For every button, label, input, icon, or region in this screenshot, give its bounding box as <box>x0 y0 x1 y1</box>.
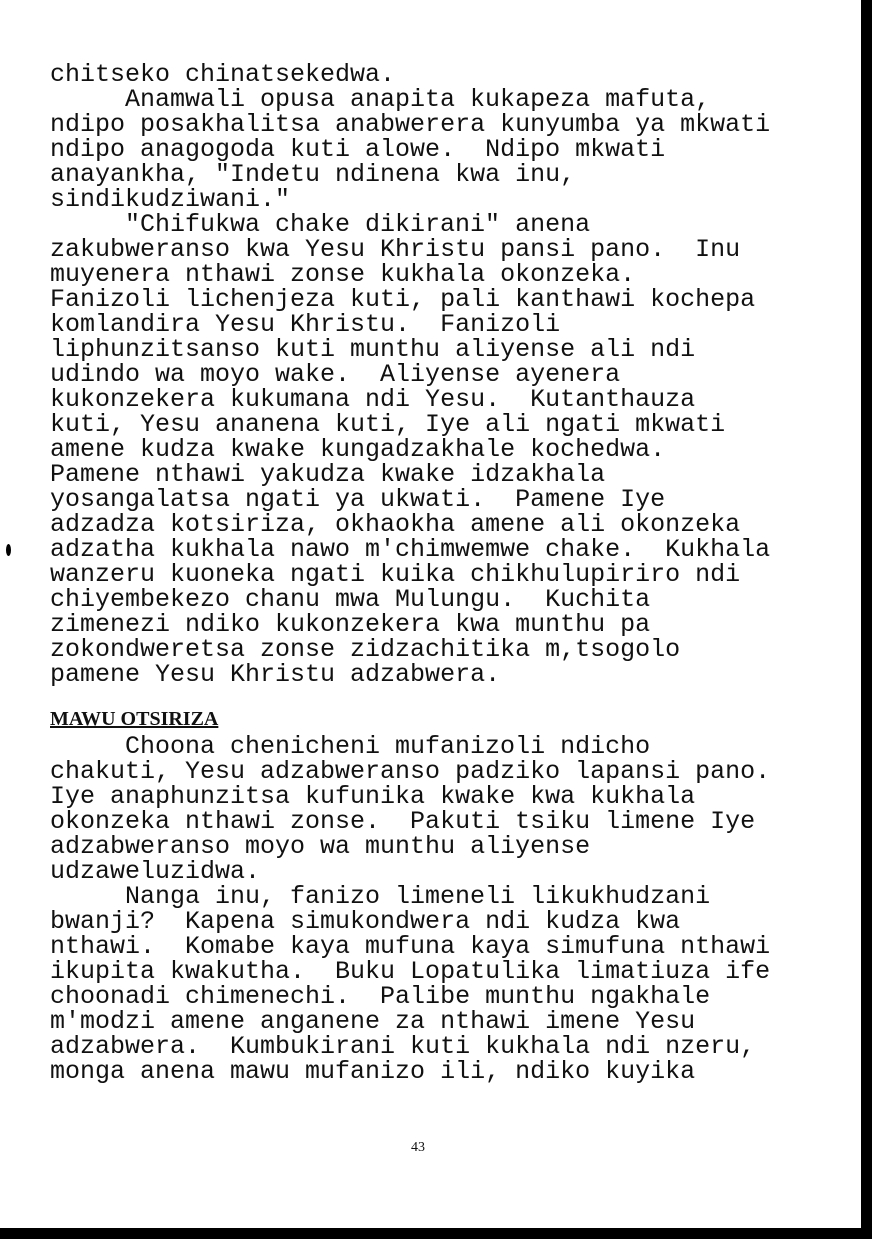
text-line: sindikudziwani." <box>50 185 291 214</box>
page-number: 43 <box>411 1140 425 1155</box>
text-line: udindo wa moyo wake. Aliyense ayenera <box>50 360 621 389</box>
text-line: Pamene nthawi yakudza kwake idzakhala <box>50 460 606 489</box>
text-line: adzabwera. Kumbukirani kuti kukhala ndi nzeru, <box>50 1032 756 1061</box>
text-line: zakubweranso kwa Yesu Khristu pansi pano. Inu <box>50 235 741 264</box>
text-line: monga anena mawu mufanizo ili, ndiko kuyika <box>50 1057 696 1086</box>
text-line: liphunzitsanso kuti munthu aliyense ali ndi <box>50 335 696 364</box>
text-line: adzatha kukhala nawo m'chimwemwe chake. Kukhala <box>50 535 771 564</box>
text-line: "Chifukwa chake dikirani" anena <box>125 210 591 239</box>
section-heading: MAWU OTSIRIZA <box>50 708 219 730</box>
text-line: adzabweranso moyo wa munthu aliyense <box>50 832 591 861</box>
text-line: Nanga inu, fanizo limeneli likukhudzani <box>125 882 711 911</box>
text-line: amene kudza kwake kungadzakhale kochedwa. <box>50 435 666 464</box>
text-line: nthawi. Komabe kaya mufuna kaya simufuna nthawi <box>50 932 771 961</box>
text-line: zimenezi ndiko kukonzekera kwa munthu pa <box>50 610 651 639</box>
text-line: chitseko chinatsekedwa. <box>50 60 396 89</box>
paragraph <box>50 62 770 87</box>
scan-border-right <box>861 0 872 1239</box>
text-line: komlandira Yesu Khristu. Fanizoli <box>50 310 561 339</box>
text-line: kuti, Yesu ananena kuti, Iye ali ngati mkwati <box>50 410 726 439</box>
text-line: wanzeru kuoneka ngati kuika chikhulupiriro ndi <box>50 560 741 589</box>
text-line: Iye anaphunzitsa kufunika kwake kwa kukhala <box>50 782 696 811</box>
text-line: muyenera nthawi zonse kukhala okonzeka. <box>50 260 636 289</box>
text-line: zokondweretsa zonse zidzachitika m,tsogolo <box>50 635 681 664</box>
paragraph <box>50 734 770 884</box>
paragraph <box>50 212 770 687</box>
text-line: bwanji? Kapena simukondwera ndi kudza kwa <box>50 907 681 936</box>
text-line: okonzeka nthawi zonse. Pakuti tsiku limene Iye <box>50 807 756 836</box>
text-line: kukonzekera kukumana ndi Yesu. Kutanthauza <box>50 385 696 414</box>
text-line: chakuti, Yesu adzabweranso padziko lapansi pano. <box>50 757 771 786</box>
text-line: ndipo posakhalitsa anabwerera kunyumba ya mkwati <box>50 110 771 139</box>
paragraph <box>50 87 770 212</box>
text-line: udzaweluzidwa. <box>50 857 261 886</box>
text-line: anayankha, "Indetu ndinena kwa inu, <box>50 160 576 189</box>
text-line: ndipo anagogoda kuti alowe. Ndipo mkwati <box>50 135 666 164</box>
text-line: chiyembekezo chanu mwa Mulungu. Kuchita <box>50 585 651 614</box>
paragraph <box>50 884 770 1084</box>
text-line: adzadza kotsiriza, okhaokha amene ali okonzeka <box>50 510 741 539</box>
text-line: choonadi chimenechi. Palibe munthu ngakhale <box>50 982 711 1011</box>
text-line: yosangalatsa ngati ya ukwati. Pamene Iye <box>50 485 666 514</box>
text-line: ikupita kwakutha. Buku Lopatulika limatiuza ife <box>50 957 771 986</box>
text-line: Anamwali opusa anapita kukapeza mafuta, <box>125 85 711 114</box>
text-line: pamene Yesu Khristu adzabwera. <box>50 660 501 689</box>
scan-border-bottom <box>0 1228 872 1239</box>
text-line: m'modzi amene anganene za nthawi imene Yesu <box>50 1007 696 1036</box>
scan-speck <box>6 544 11 556</box>
text-line: Choona chenicheni mufanizoli ndicho <box>125 732 651 761</box>
body-text <box>50 62 770 1084</box>
text-line: Fanizoli lichenjeza kuti, pali kanthawi kochepa <box>50 285 756 314</box>
